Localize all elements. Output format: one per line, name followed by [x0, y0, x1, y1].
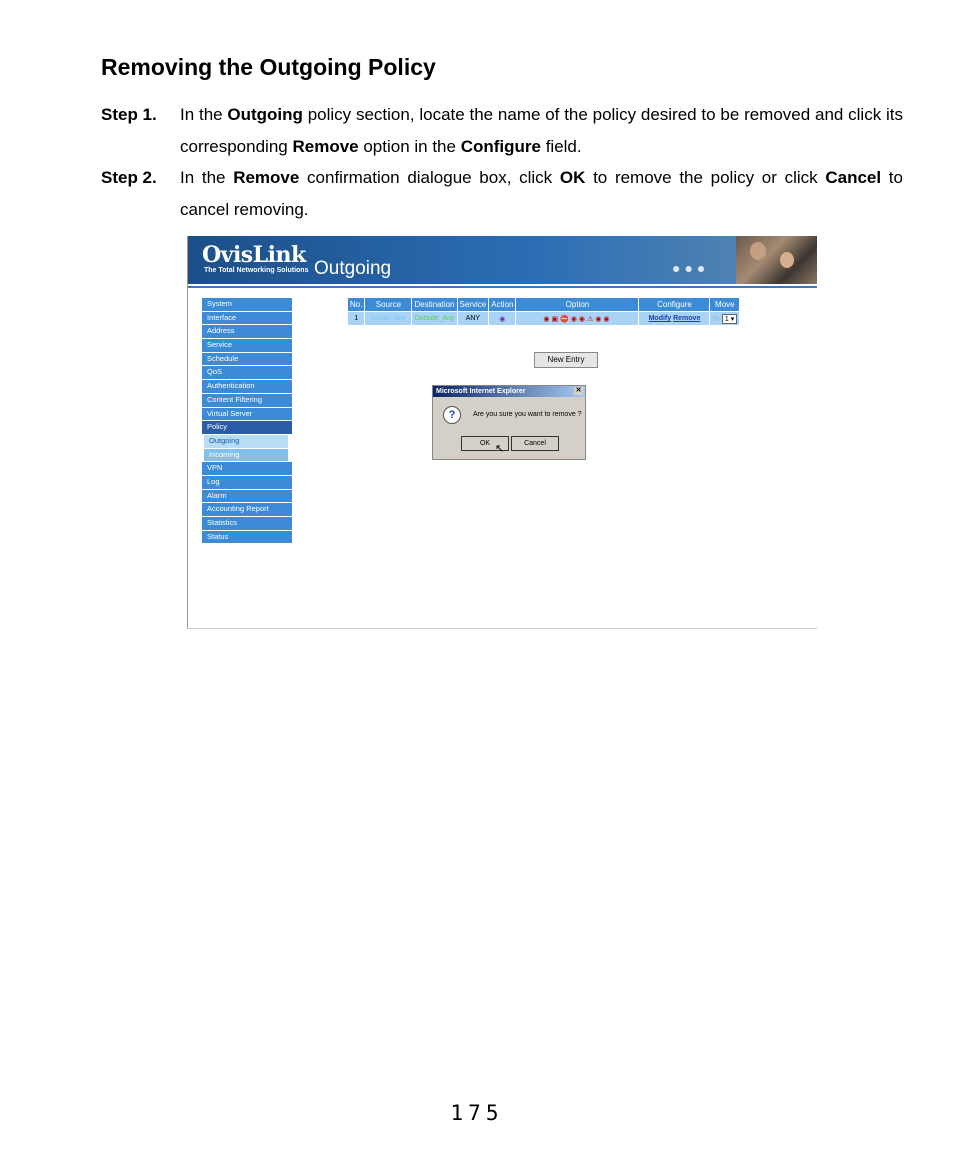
step-2-bold-remove: Remove [233, 168, 300, 187]
step-1-bold-configure: Configure [460, 137, 541, 156]
step-1-text-part: option in the [358, 137, 461, 156]
table-row [348, 312, 740, 326]
col-configure: Configure [639, 298, 710, 312]
cell-source: Inside_Any [365, 312, 412, 326]
dialog-title-bar [433, 386, 585, 397]
step-2 [101, 162, 903, 226]
sidebar-menu [202, 298, 292, 544]
cell-destination: Outside_Any [412, 312, 457, 326]
menu-item-schedule[interactable]: Schedule [202, 353, 292, 366]
logo-tagline: The Total Networking Solutions [204, 267, 309, 274]
menu-item-content-filtering[interactable]: Content Filtering [202, 394, 292, 407]
option-icons: ◉▣⛔◉◉⚠◉◉ [543, 315, 612, 323]
section-heading: Removing the Outgoing Policy [101, 54, 436, 80]
step-2-bold-ok: OK [559, 168, 586, 187]
submenu-item-incoming[interactable]: Incoming [204, 449, 288, 462]
step-2-bold-cancel: Cancel [825, 168, 882, 187]
page-title: Outgoing [314, 258, 392, 279]
step-2-label: Step 2. [101, 168, 157, 187]
step-1-text-part: policy section, locate the name of the policy desired to be removed and click its corresponding [180, 105, 903, 156]
step-1-bold-outgoing: Outgoing [227, 105, 303, 124]
menu-item-authentication[interactable]: Authentication [202, 380, 292, 393]
move-select-value: 1 [724, 315, 729, 323]
menu-item-policy[interactable]: Policy [202, 421, 292, 434]
menu-item-accounting-report[interactable]: Accounting Report [202, 503, 292, 516]
col-option: Option [516, 298, 639, 312]
col-action: Action [489, 298, 516, 312]
menu-item-statistics[interactable]: Statistics [202, 517, 292, 530]
table-header-row [348, 298, 740, 312]
cell-action [489, 312, 516, 326]
menu-item-qos[interactable]: QoS [202, 366, 292, 379]
new-entry-button[interactable]: New Entry [534, 352, 598, 368]
step-1 [101, 99, 903, 163]
step-2-text-part: confirmation dialogue box, click [299, 168, 560, 187]
menu-item-log[interactable]: Log [202, 476, 292, 489]
step-2-text [180, 162, 903, 226]
close-icon[interactable]: ✕ [575, 387, 582, 394]
header-photo [736, 236, 817, 284]
step-1-text-part: In the [180, 105, 228, 124]
cell-move [710, 312, 740, 326]
question-icon: ? [443, 406, 461, 424]
submenu-item-outgoing[interactable]: Outgoing [204, 435, 288, 448]
header-divider [188, 286, 817, 288]
col-move: Move [710, 298, 740, 312]
confirm-dialog [432, 385, 586, 460]
dialog-message: Are you sure you want to remove ? [473, 411, 582, 418]
remove-link[interactable]: Remove [673, 315, 701, 322]
cell-option [516, 312, 639, 326]
ok-button[interactable]: OK [461, 436, 509, 451]
col-source: Source [365, 298, 412, 312]
screenshot-figure [187, 236, 817, 629]
cell-configure [639, 312, 710, 326]
move-select[interactable] [722, 314, 737, 324]
chevron-down-icon: ▾ [730, 315, 735, 323]
step-2-text-part: In the [180, 168, 234, 187]
menu-item-alarm[interactable]: Alarm [202, 490, 292, 503]
step-1-label: Step 1. [101, 105, 157, 124]
policy-table [347, 297, 740, 326]
menu-item-virtual-server[interactable]: Virtual Server [202, 408, 292, 421]
col-no: No. [348, 298, 365, 312]
move-to-label: To [712, 315, 720, 323]
page-number: 175 [450, 1101, 504, 1125]
step-2-text-part: to cancel removing. [180, 168, 903, 219]
menu-item-interface[interactable]: Interface [202, 312, 292, 325]
ovislink-logo: OvisLink [202, 242, 306, 268]
globe-icons: ●●● [672, 260, 710, 276]
menu-item-system[interactable]: System [202, 298, 292, 311]
menu-item-vpn[interactable]: VPN [202, 462, 292, 475]
step-2-text-part: to remove the policy or click [585, 168, 826, 187]
modify-link[interactable]: Modify [648, 315, 672, 322]
mouse-cursor-icon: ↖ [495, 443, 505, 455]
cell-service: ANY [457, 312, 489, 326]
menu-item-status[interactable]: Status [202, 531, 292, 544]
permit-icon: ◉ [499, 315, 506, 323]
dialog-title: Microsoft Internet Explorer [436, 388, 526, 395]
col-service: Service [457, 298, 489, 312]
cancel-button[interactable]: Cancel [511, 436, 559, 451]
menu-item-service[interactable]: Service [202, 339, 292, 352]
cell-no: 1 [348, 312, 365, 326]
header-banner [188, 236, 817, 284]
col-destination: Destination [412, 298, 457, 312]
step-1-bold-remove: Remove [292, 137, 359, 156]
menu-item-address[interactable]: Address [202, 325, 292, 338]
step-1-text-part: field. [540, 137, 582, 156]
step-1-text [180, 99, 903, 163]
